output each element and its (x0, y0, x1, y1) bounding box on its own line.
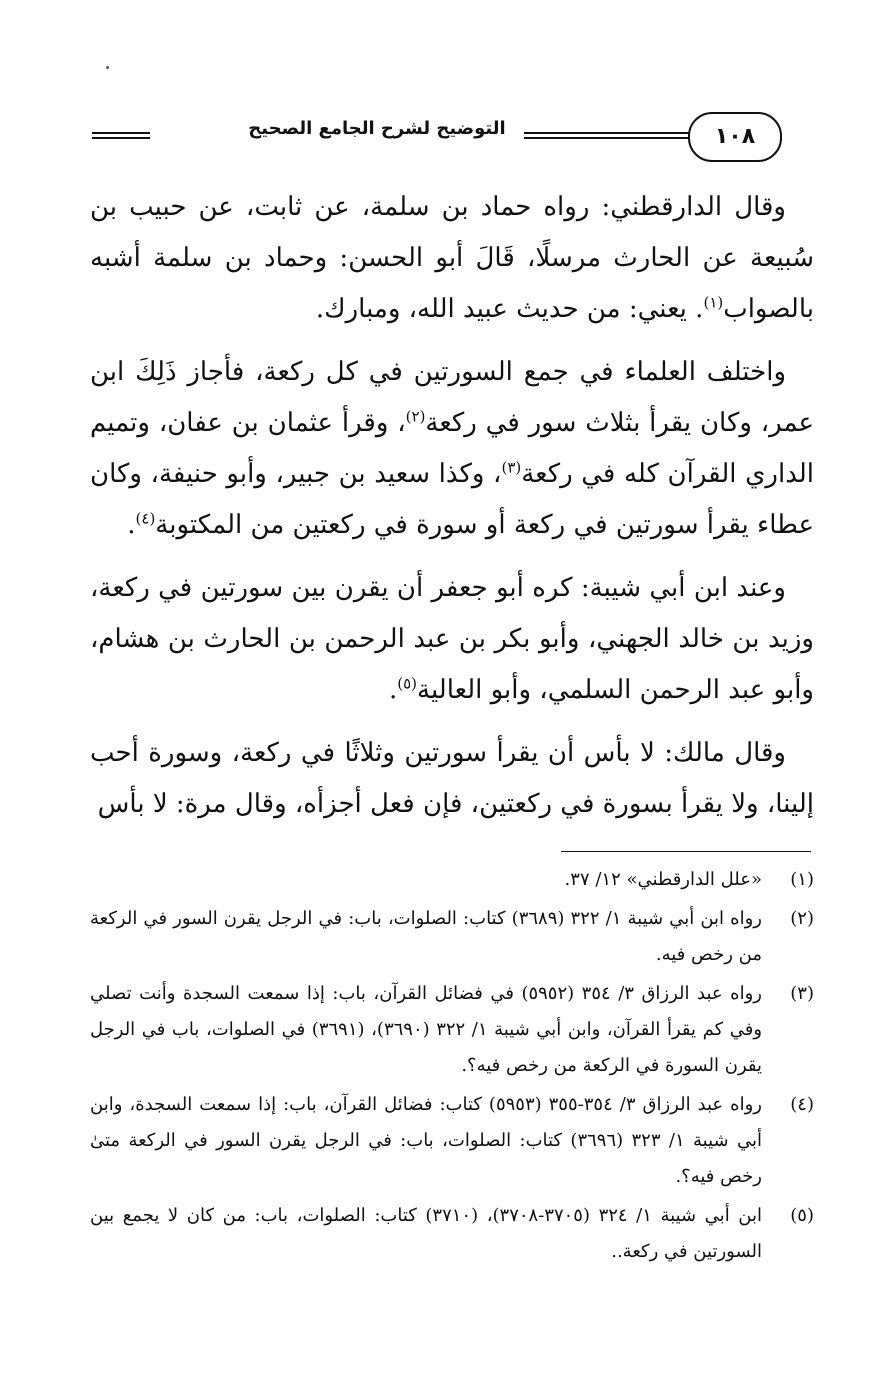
footnote-number: (١) (790, 869, 814, 890)
paragraph-text: وقال مالك: لا بأس أن يقرأ سورتين وثلاثًا في ركعة، وسورة أحب إلينا، ولا يقرأ بسورة في ركعتين، فإن فعل أجزأه، وقال مرة: لا بأس (90, 738, 814, 819)
paragraph-text: واختلف العلماء في جمع السورتين في كل ركعة، فأجاز ذَلِكَ ابن عمر، وكان يقرأ بثلاث سور في ركعة (90, 357, 815, 438)
footnote-number: (٣) (790, 983, 814, 1004)
footnote-text: ابن أبي شيبة ١/ ٣٢٤ (٣٧٠٥-٣٧٠٨)، (٣٧١٠) كتاب: الصلوات، باب: من كان لا يجمع بين السورتين في ركعة.. (90, 1205, 762, 1262)
footnotes (90, 862, 814, 1273)
footnote (90, 1087, 814, 1195)
footnote-ref: (٥) (397, 674, 418, 693)
body-paragraph (90, 182, 814, 335)
footnote-number: (٢) (790, 908, 814, 929)
footnote-text: «علل الدارقطني» ١٢/ ٣٧. (564, 869, 762, 890)
paragraph-text: وعند ابن أبي شيبة: كره أبو جعفر أن يقرن بين سورتين في ركعة، وزيد بن خالد الجهني، وأبو بكر بن عبد الرحمن بن الحارث بن هشام، وأبو عبد الرحمن السلمي، وأبو العالية (90, 573, 814, 705)
paragraph-text: وقال الدارقطني: رواه حماد بن سلمة، عن ثابت، عن حبيب بن سُبيعة عن الحارث مرسلًا، قَالَ أبو الحسن: وحماد بن سلمة أشبه بالصواب (90, 192, 814, 324)
header-rule-right (524, 132, 692, 134)
paragraph-text: . يعني: من حديث عبيد الله، ومبارك. (315, 294, 704, 324)
paragraph-text: ، وقرأ عثمان بن عفان، وتميم الداري القرآن كله في ركعة (90, 408, 814, 489)
body-paragraph (90, 728, 814, 830)
footnote (90, 901, 814, 973)
running-title: التوضيح لشرح الجامع الصحيح (248, 118, 506, 139)
main-text (90, 182, 814, 830)
paragraph-text: . (388, 675, 398, 705)
paragraph-text: . (127, 510, 136, 540)
footnote-ref: (٣) (501, 458, 522, 477)
body-paragraph (90, 347, 814, 551)
footnote (90, 1198, 814, 1270)
footnote-number: (٥) (790, 1205, 814, 1226)
footnote-ref: (٢) (405, 407, 426, 426)
margin-speck (106, 66, 109, 69)
page-header (92, 112, 812, 166)
body-paragraph (90, 563, 814, 716)
paragraph-text: ، وكذا سعيد بن جبير، وأبو حنيفة، وكان عطاء يقرأ سورتين في ركعة أو سورة في ركعتين من المكتوبة (90, 459, 814, 540)
footnote-divider (561, 851, 811, 852)
footnote-text: رواه ابن أبي شيبة ١/ ٣٢٢ (٣٦٨٩) كتاب: الصلوات، باب: في الرجل يقرن السور في الركعة من رخص فيه. (90, 908, 762, 965)
header-rule-left (92, 132, 150, 134)
footnote-ref: (١) (703, 293, 724, 312)
page-number: ١٠٨ (688, 112, 782, 162)
footnote (90, 862, 814, 898)
footnote-number: (٤) (790, 1094, 814, 1115)
footnote-text: رواه عبد الرزاق ٣/ ٣٥٤ (٥٩٥٢) في فضائل القرآن، باب: إذا سمعت السجدة وأنت تصلي وفي كم يقرأ القرآن، وابن أبي شيبة ١/ ٣٢٢ (٣٦٩٠)، (٣٦٩١) في الصلوات، باب في الرجل يقرن السورة في الركعة من رخص فيه؟. (90, 983, 763, 1076)
footnote-ref: (٤) (135, 509, 156, 528)
footnote-text: رواه عبد الرزاق ٣/ ٣٥٤-٣٥٥ (٥٩٥٣) كتاب: فضائل القرآن، باب: إذا سمعت السجدة، وابن أبي شيبة ١/ ٣٢٣ (٣٦٩٦) كتاب: الصلوات، باب: في الرجل يقرن السور في الركعة متىٰ رخص فيه؟. (90, 1094, 762, 1187)
footnote (90, 976, 814, 1084)
